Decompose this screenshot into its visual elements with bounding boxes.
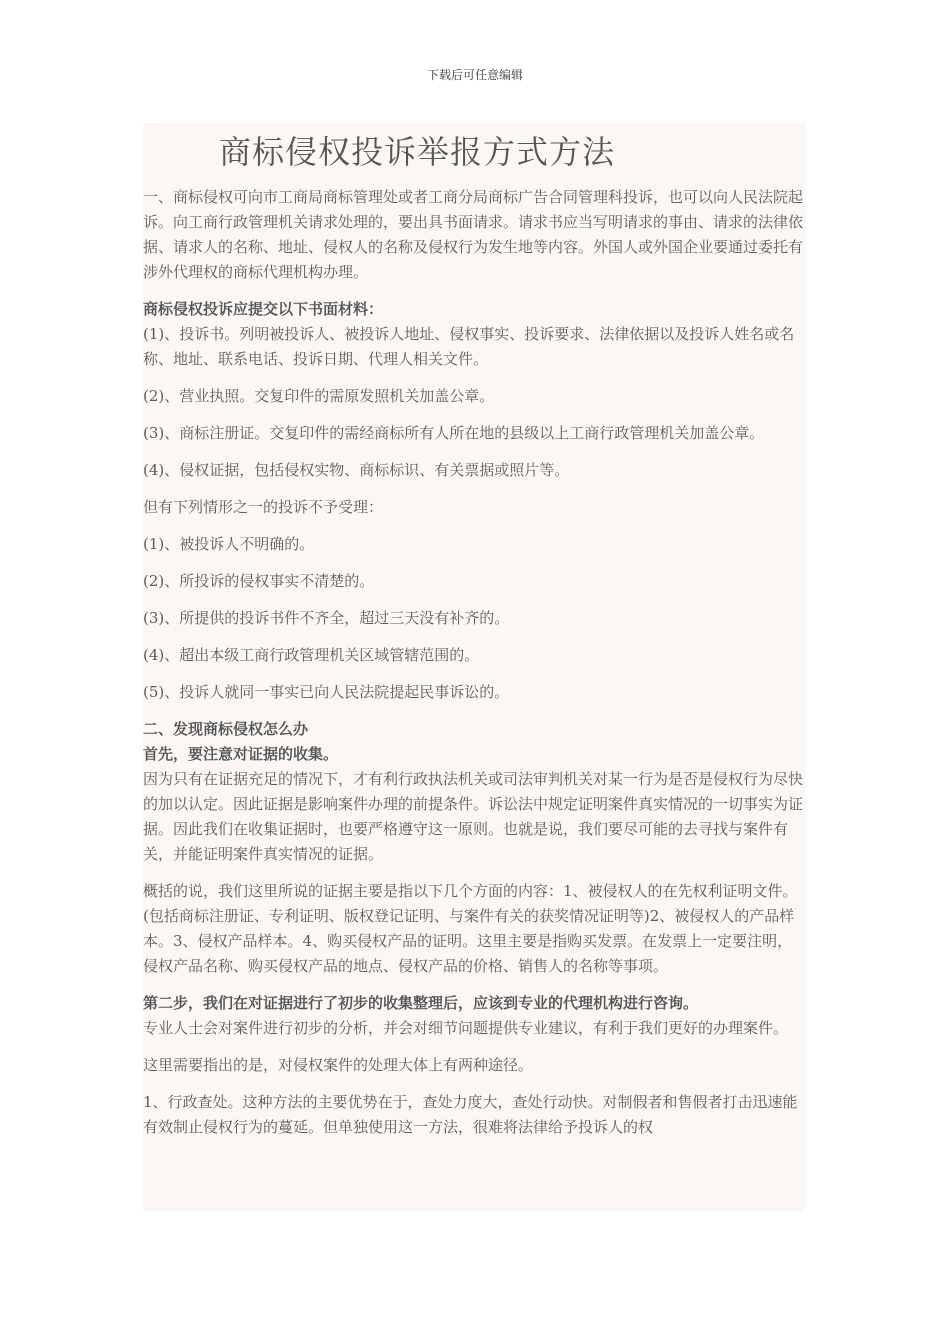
document-title: 商标侵权投诉举报方式方法 [219,133,616,171]
rejection-item-3: (3)、所提供的投诉书件不齐全，超过三天没有补齐的。 [143,609,510,627]
section-heading-2: 二、发现商标侵权怎么办 [143,720,309,738]
rejection-item-2: (2)、所投诉的侵权事实不清楚的。 [143,572,375,590]
material-item-2: (2)、营业执照。交复印件的需原发照机关加盖公章。 [143,387,495,405]
step-1-heading: 首先，要注意对证据的收集。 [143,745,339,763]
paragraph-complaint-channels: 一、商标侵权可向市工商局商标管理处或者工商分局商标广告合同管理科投诉，也可以向人民法院起诉。向工商行政管理机关请求处理的，要出具书面请求。请求书应当写明请求的事由、请求的法律依据、请求人的名称、地址、侵权人的名称及侵权行为发生地等内容。外国人或外国企业要通过委托有涉外代理权的商标代理机构办理。 [143,188,804,281]
rejection-intro: 但有下列情形之一的投诉不予受理： [143,498,384,516]
rejection-item-5: (5)、投诉人就同一事实已向人民法院提起民事诉讼的。 [143,683,510,701]
material-item-4: (4)、侵权证据，包括侵权实物、商标标识、有关票据或照片等。 [143,461,570,479]
paragraph-professional-advice: 专业人士会对案件进行初步的分析，并会对细节问题提供专业建议，有利于我们更好的办理案件。 [143,1019,789,1037]
material-item-3: (3)、商标注册证。交复印件的需经商标所有人所在地的县级以上工商行政管理机关加盖公章。 [143,424,765,442]
paragraph-administrative: 1、行政查处。这种方法的主要优势在于，查处力度大，查处行动快。对制假者和售假者打击迅速能有效制止侵权行为的蔓延。但单独使用这一方法，很难将法律给予投诉人的权 [143,1093,798,1136]
document-body [143,123,806,1211]
paragraph-evidence-types: 概括的说，我们这里所说的证据主要是指以下几个方面的内容：1、被侵权人的在先权利证明文件。(包括商标注册证、专利证明、版权登记证明、与案件有关的获奖情况证明等)2、被侵权人的产品样本。3、侵权产品样本。4、购买侵权产品的证明。这里主要是指购买发票。在发票上一定要注明，侵权产品名称、购买侵权产品的地点、侵权产品的价格、销售人的名称等事项。 [143,882,798,975]
paragraph-evidence: 因为只有在证据充足的情况下，才有利行政执法机关或司法审判机关对某一行为是否是侵权行为尽快的加以认定。因此证据是影响案件办理的前提条件。诉讼法中规定证明案件真实情况的一切事实为证据。因此我们在收集证据时，也要严格遵守这一原则。也就是说，我们要尽可能的去寻找与案件有关，并能证明案件真实情况的证据。 [143,770,804,863]
paragraph-two-approaches: 这里需要指出的是，对侵权案件的处理大体上有两种途径。 [143,1056,534,1074]
rejection-item-4: (4)、超出本级工商行政管理机关区域管辖范围的。 [143,646,480,664]
heading-required-materials: 商标侵权投诉应提交以下书面材料： [143,300,384,318]
page-header: 下载后可任意编辑 [426,68,523,82]
step-2-heading: 第二步，我们在对证据进行了初步的收集整理后，应该到专业的代理机构进行咨询。 [143,994,699,1012]
rejection-item-1: (1)、被投诉人不明确的。 [143,535,315,553]
material-item-1: (1)、投诉书。列明被投诉人、被投诉人地址、侵权事实、投诉要求、法律依据以及投诉人姓名或名称、地址、联系电话、投诉日期、代理人相关文件。 [143,325,795,368]
